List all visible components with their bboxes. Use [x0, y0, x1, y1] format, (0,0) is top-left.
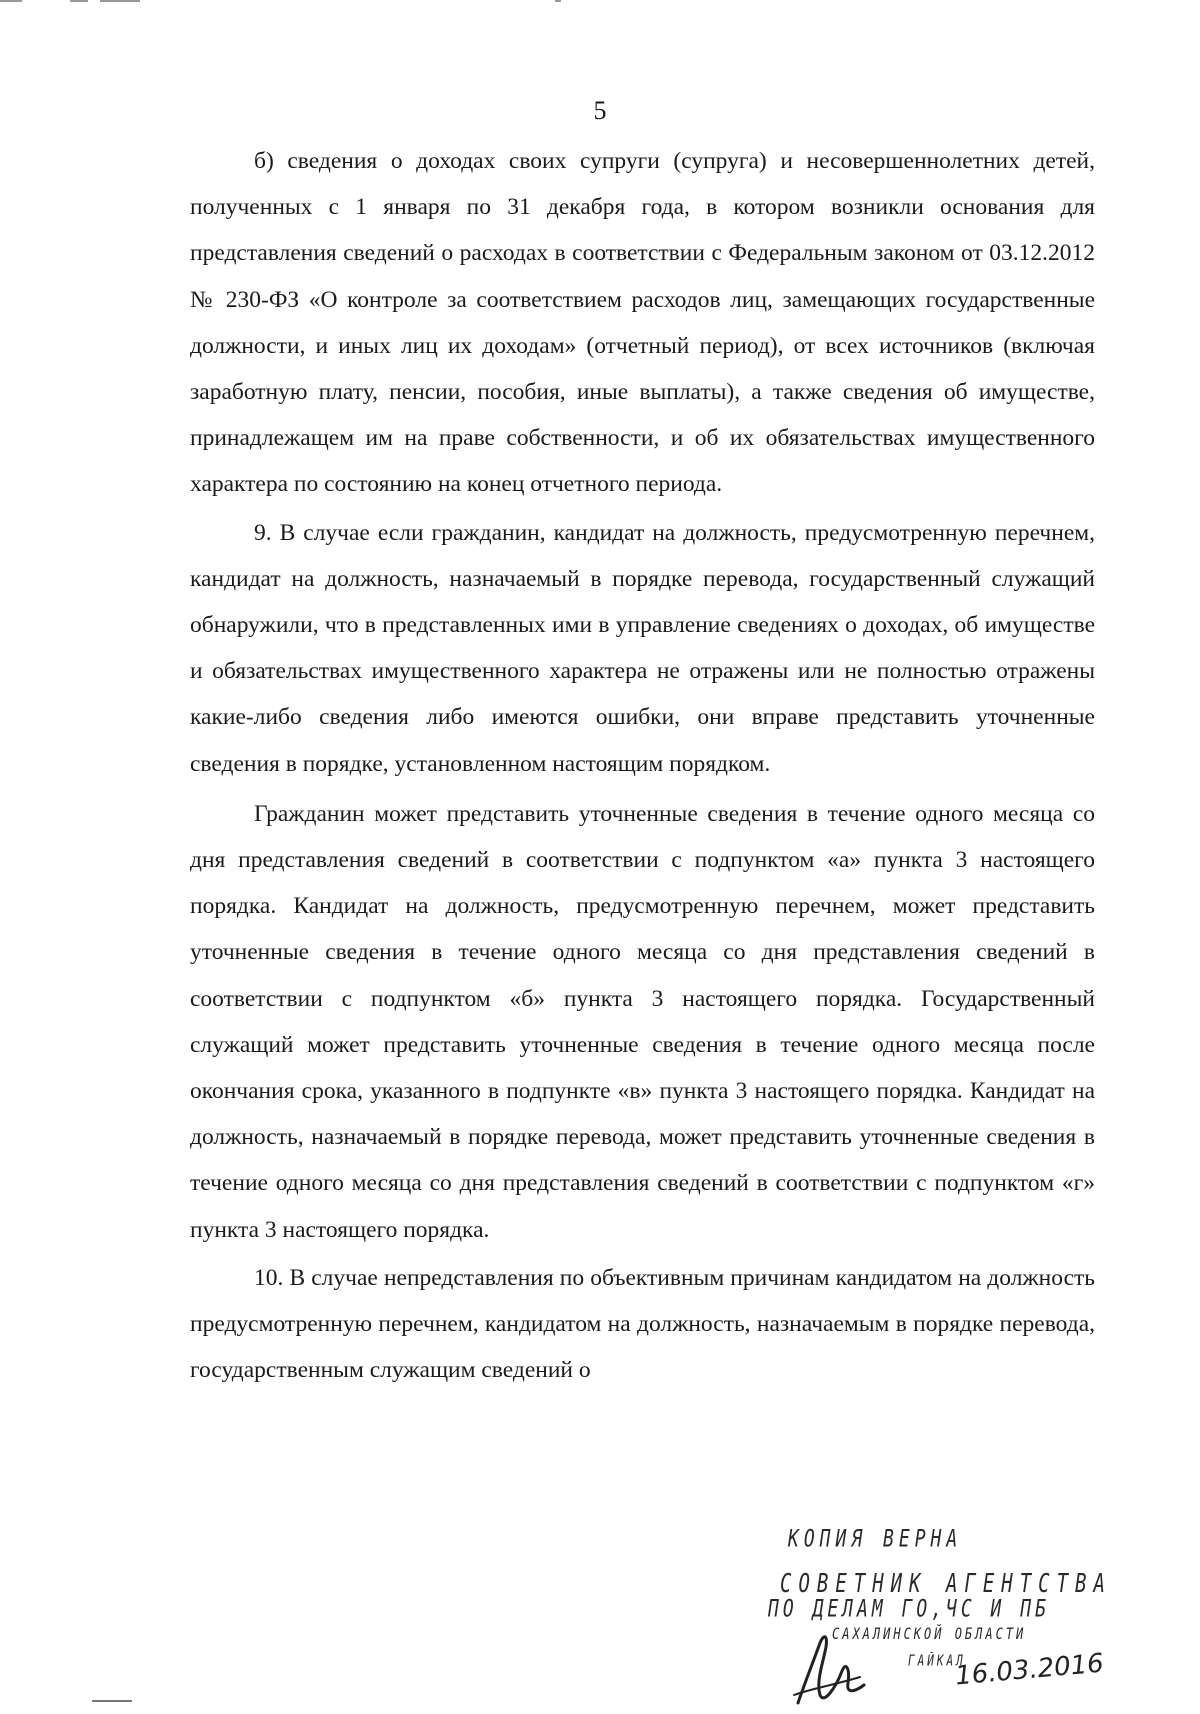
scan-edge-mark	[100, 0, 140, 2]
stamp-position-line: СОВЕТНИК АГЕНТСТВА	[780, 1569, 1112, 1599]
stamp-copy-label: КОПИЯ ВЕРНА	[788, 1525, 963, 1554]
paragraph-clarified-info: Гражданин может представить уточненные сведения в течение одного месяца со дня представления сведений в соответствии с подпунктом «а» пункта 3 настоящего порядка. Кандидат на должность, предусмотренную перечнем, может представить уточненные сведения в течение одного месяца со дня представления сведений в соответствии с подпунктом «б» пункта 3 настоящего порядка. Государственный служащий может представить уточненные сведения в течение одного месяца после окончания срока, указанного в подпункте «в» пункта 3 настоящего порядка. Кандидат на должность, назначаемый в порядке перевода, может представить уточненные сведения в течение одного месяца со дня представления сведений в соответствии с подпунктом «г» пункта 3 настоящего порядка.	[190, 800, 1095, 1243]
handwritten-date: 16.03.2016	[953, 1648, 1105, 1692]
scan-edge-mark	[0, 0, 22, 2]
paragraph-item-10: 10. В случае непредставления по объективным причинам кандидатом на должность предусмотренную перечнем, кандидатом на должность, назначаемым в порядке перевода, государственным служащим сведений о	[190, 1264, 1095, 1384]
stamp-agency-line: ПО ДЕЛАМ ГО,ЧС И ПБ	[768, 1595, 1050, 1624]
scan-bottom-mark	[92, 1700, 132, 1702]
paragraph-item-9: 9. В случае если гражданин, кандидат на должность, предусмотренную перечнем, кандидат на должность, назначаемый в порядке перевода, государственный служащий обнаружили, что в представленных ими в управление сведениях о доходах, об имуществе и обязательствах имущественного характера не отражены или не полностью отражены какие-либо сведения либо имеются ошибки, они вправе представить уточненные сведения в порядке, установленном настоящим порядком.	[190, 519, 1095, 777]
document-body	[190, 138, 1095, 1393]
page-number: 5	[593, 96, 607, 125]
signature-mark	[790, 1625, 870, 1710]
stamp-name-line: ГАЙКАЛ	[908, 1652, 966, 1670]
scan-edge-mark	[555, 0, 561, 2]
stamp-region-line: САХАЛИНСКОЙ ОБЛАСТИ	[832, 1624, 1027, 1643]
scan-edge-mark	[70, 0, 88, 2]
paragraph-subpoint-b: б) сведения о доходах своих супруги (супруга) и несовершеннолетних детей, полученных с 1 января по 31 декабря года, в котором возникли основания для представления сведений о расходах в соответствии с Федеральным законом от 03.12.2012 № 230-ФЗ «О контроле за соответствием расходов лиц, замещающих государственные должности, и иных лиц их доходам» (отчетный период), от всех источников (включая заработную плату, пенсии, пособия, иные выплаты), а также сведения об имуществе, принадлежащем им на праве собственности, и об их обязательствах имущественного характера по состоянию на конец отчетного периода.	[190, 148, 1095, 498]
